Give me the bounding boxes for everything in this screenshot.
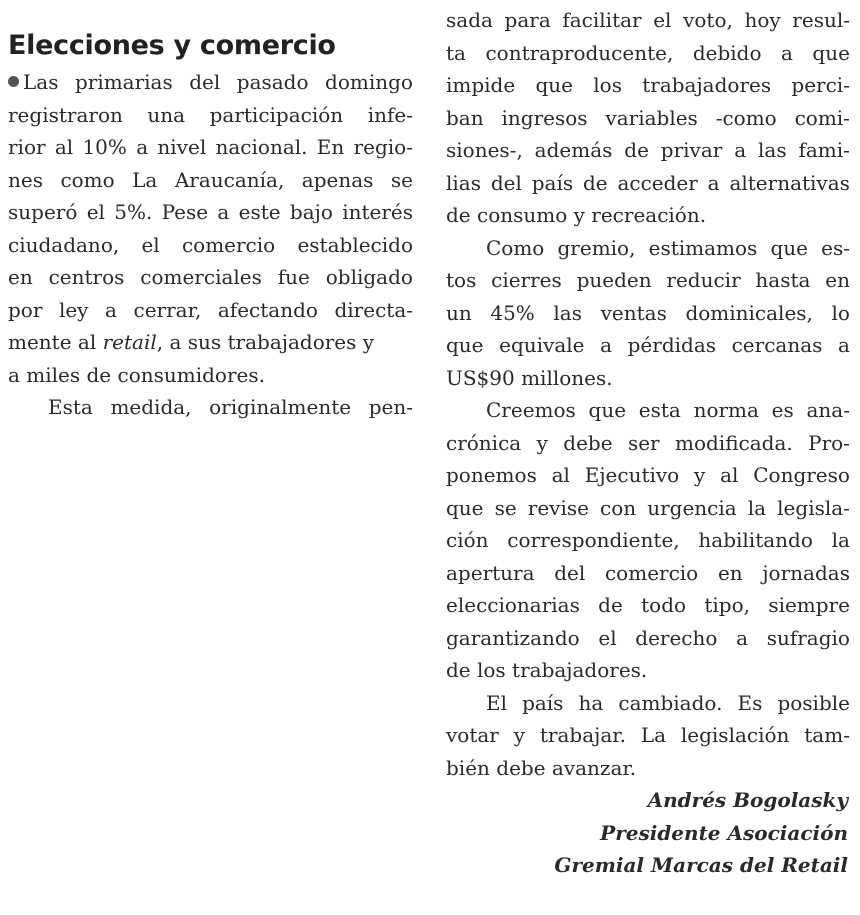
line-text: crónica y debe ser modificada. Pro- [446,430,850,455]
line-text: El país ha cambiado. Es posible [486,690,850,715]
line-text: US$90 millones. [446,365,613,390]
line-text: apertura del comercio en jornadas [446,560,850,585]
text-line [446,232,850,265]
text-line [446,134,850,167]
text-line [8,359,413,392]
text-line [446,362,850,395]
line-text: siones-, además de privar a las fami- [446,138,850,162]
line-text: nes como La Araucanía, apenas se [8,167,413,192]
signature-title-2: Gremial Marcas del Retail [554,853,848,877]
line-text: impide que los trabajadores perci- [446,73,850,97]
text-line [8,196,413,229]
text-line [8,391,413,424]
text-line [8,99,413,132]
line-text: sada para facilitar el voto, hoy resul- [446,8,850,32]
text-line [446,394,850,427]
text-line [446,199,850,232]
line-text: que equivale a pérdidas cercanas a [446,333,850,357]
text-line [446,297,850,330]
text-line [446,102,850,135]
text-line [446,329,850,362]
text-line [8,326,413,359]
right-column [446,4,850,882]
line-text: un 45% las ventas dominicales, lo [446,300,850,325]
italic-word: retail [102,330,157,354]
bullet-icon [8,66,23,99]
text-line [446,264,850,297]
line-text: ción correspondiente, habilitando la [446,528,850,552]
text-line [446,427,850,460]
line-text: ciudadano, el comercio establecido [8,232,413,257]
text-line [446,524,850,557]
text-line [446,557,850,590]
left-column [8,30,413,424]
signature-name: Andrés Bogolasky [647,788,848,812]
text-line [446,687,850,720]
line-text: que se revise con urgencia la legisla- [446,495,850,520]
line-text: en centros comerciales fue obligado [8,265,413,289]
line-text: tos cierres pueden reducir hasta en [446,268,850,292]
text-line [446,459,850,492]
signature-title-1: Presidente Asociación [600,820,848,845]
text-line [8,229,413,262]
text-line [446,4,850,37]
text-line [446,492,850,525]
text-line [446,622,850,655]
line-text: rior al 10% a nivel nacional. En regio- [8,135,413,159]
line-text: eleccionarias de todo tipo, siempre [446,593,850,617]
line-text: ta contraproducente, debido a que [446,40,850,65]
line-text: ban ingresos variables -como comi- [446,105,850,130]
line-text: a miles de consumidores. [8,362,265,387]
line-text: lias del país de acceder a alternativas [446,170,850,195]
text-line [8,164,413,197]
line-text: Esta medida, originalmente pen- [48,395,413,419]
line-text: ponemos al Ejecutivo y al Congreso [446,463,850,487]
text-line [8,294,413,327]
text-line [446,69,850,102]
text-line [446,654,850,687]
line-text: Creemos que esta norma es ana- [486,398,850,422]
text-line [446,752,850,785]
text-line [8,261,413,294]
line-text: por ley a cerrar, afectando directa- [8,297,413,322]
line-text: Las primarias del pasado domingo [23,70,413,94]
text-line [8,66,413,99]
line-text: bién debe avanzar. [446,755,637,780]
line-text: Como gremio, estimamos que es- [486,235,850,260]
line-text: de consumo y recreación. [446,203,707,227]
text-line [8,131,413,164]
article-headline: Elecciones y comercio [8,30,336,61]
text-line [446,719,850,752]
text-line [446,589,850,622]
line-text: superó el 5%. Pese a este bajo interés [8,200,413,224]
line-text: de los trabajadores. [446,658,648,682]
line-text: , a sus trabajadores y [156,330,375,354]
line-text: votar y trabajar. La legislación tam- [446,723,850,747]
line-text: registraron una participación infe- [8,102,413,127]
text-line [446,37,850,70]
text-line [446,167,850,200]
line-text: garantizando el derecho a sufragio [446,625,850,650]
line-text: mente al [8,330,97,354]
